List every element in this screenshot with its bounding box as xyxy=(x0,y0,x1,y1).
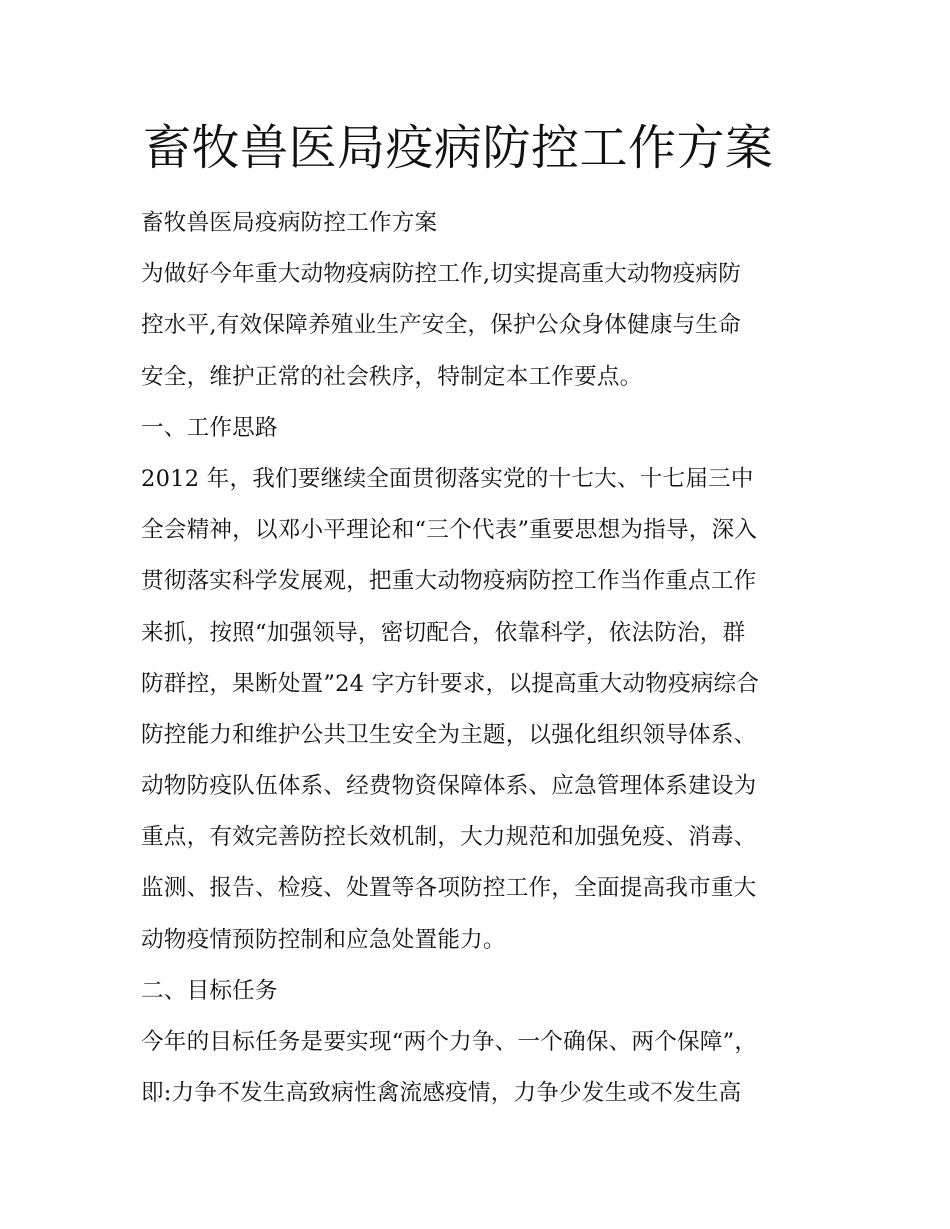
paragraph-line: 即:力争不发生高致病性禽流感疫情，力争少发生或不发生高 xyxy=(141,1080,742,1107)
paragraph-line: 监测、报告、检疫、处置等各项防控工作，全面提高我市重大 xyxy=(141,875,757,902)
document-body xyxy=(141,198,817,1119)
paragraph-line: 今年的目标任务是要实现“两个力争、一个确保、两个保障”， xyxy=(141,1029,758,1055)
paragraph-line: 来抓，按照“加强领导，密切配合，依靠科学，依法防治，群 xyxy=(141,619,746,646)
paragraph-line: 安全，维护正常的社会秩序，特制定本工作要点。 xyxy=(141,363,643,390)
paragraph-line: 控水平,有效保障养殖业生产安全，保护公众身体健康与生命 xyxy=(141,312,742,339)
section-heading-targets: 二、目标任务 xyxy=(141,977,278,1004)
section-heading-work-approach: 一、工作思路 xyxy=(141,414,278,441)
paragraph-line: 2012 年，我们要继续全面贯彻落实党的十七大、十七届三中 xyxy=(141,465,754,492)
paragraph-line: 贯彻落实科学发展观，把重大动物疫病防控工作当作重点工作 xyxy=(141,568,757,595)
paragraph-line: 重点，有效完善防控长效机制，大力规范和加强免疫、消毒、 xyxy=(141,824,757,851)
paragraph-line: 防群控，果断处置”24 字方针要求，以提高重大动物疫病综合 xyxy=(141,670,760,697)
paragraph-line: 动物防疫队伍体系、经费物资保障体系、应急管理体系建设为 xyxy=(141,773,757,800)
paragraph-line: 动物疫情预防控制和应急处置能力。 xyxy=(141,926,506,953)
paragraph-line: 为做好今年重大动物疫病防控工作,切实提高重大动物疫病防 xyxy=(141,261,742,288)
paragraph-line: 全会精神，以邓小平理论和“三个代表”重要思想为指导，深入 xyxy=(141,517,758,544)
subtitle-line: 畜牧兽医局疫病防控工作方案 xyxy=(141,210,438,236)
paragraph-line: 防控能力和维护公共卫生安全为主题，以强化组织领导体系、 xyxy=(141,721,757,748)
document-title: 畜牧兽医局疫病防控工作方案 xyxy=(143,120,774,176)
